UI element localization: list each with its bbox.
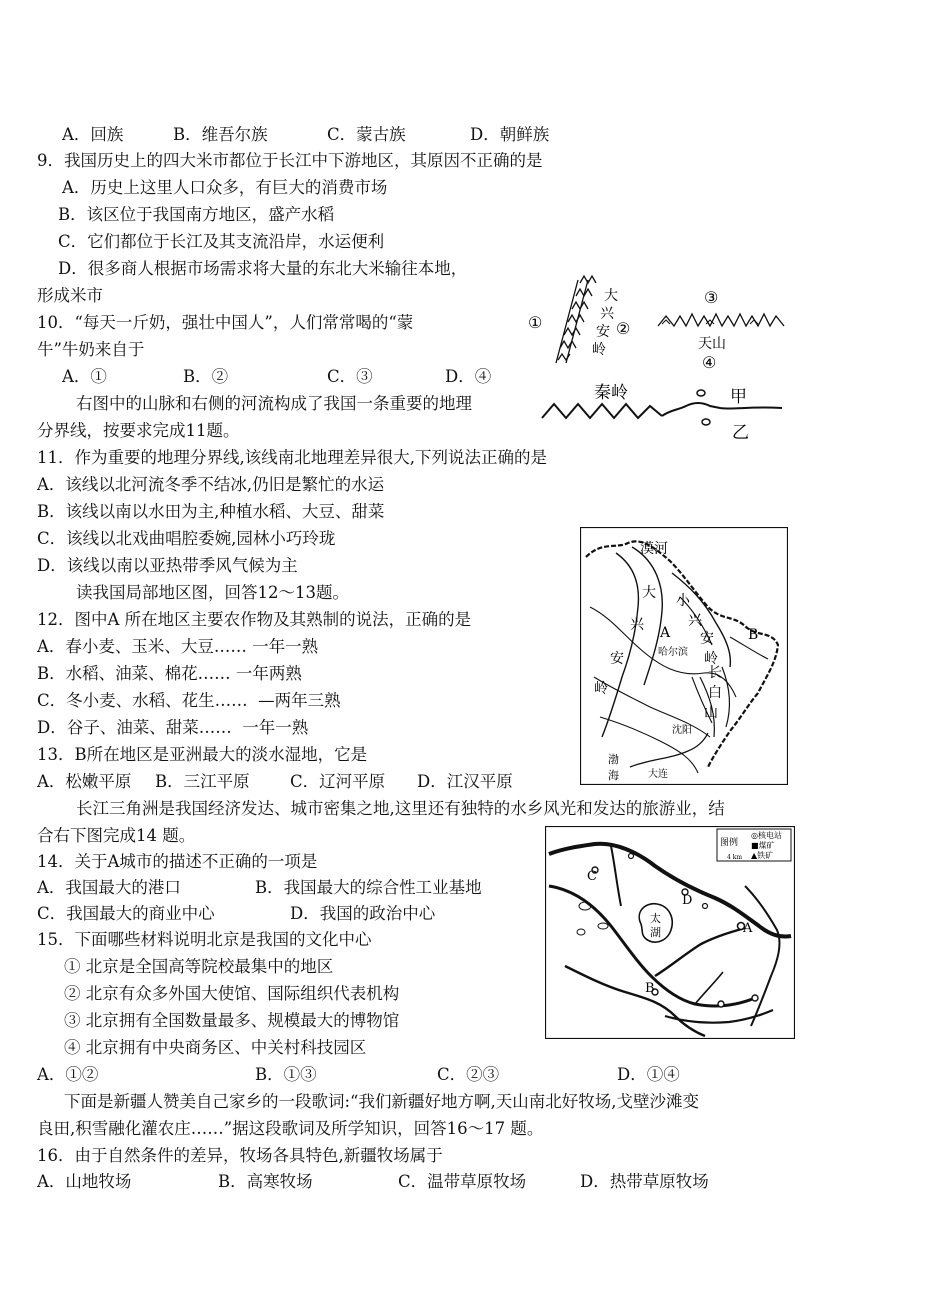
label-ling: 岭 xyxy=(592,342,606,358)
label-an: 安 xyxy=(610,651,624,667)
q15-item-3: ③ 北京拥有全国数量最多、规模最大的博物馆 xyxy=(64,1011,400,1030)
q16-option-a: A．山地牧场 xyxy=(37,1172,132,1191)
q10-stem: 10．“每天一斤奶，强壮中国人”，人们常常喝的“蒙 xyxy=(37,313,414,332)
label-c: C xyxy=(587,869,597,884)
label-shenyang: 沈阳 xyxy=(672,725,692,736)
q8-option-a: A．回族 xyxy=(62,125,124,144)
label-b: B xyxy=(645,981,655,996)
q8-option-b: B．维吾尔族 xyxy=(173,125,268,144)
label-ling2: 岭 xyxy=(704,651,718,667)
q9-option-b: B．该区位于我国南方地区，盛产水稻 xyxy=(58,205,335,224)
q14-option-c: C．我国最大的商业中心 xyxy=(37,904,215,923)
label-dalian: 大连 xyxy=(648,769,668,780)
q16-stem: 16．由于自然条件的差异，牧场各具特色,新疆牧场属于 xyxy=(37,1146,443,1165)
legend-nuclear: ◎核电站 xyxy=(751,831,782,840)
q15-stem: 15．下面哪些材料说明北京是我国的文化中心 xyxy=(37,930,372,949)
label-ling: 岭 xyxy=(594,681,608,697)
q15-option-b: B．①③ xyxy=(255,1065,317,1084)
q9-option-a: A．历史上这里人口众多，有巨大的消费市场 xyxy=(62,178,388,197)
q10-option-a: A．① xyxy=(62,367,107,386)
q15-item-1: ① 北京是全国高等院校最集中的地区 xyxy=(64,957,334,976)
northeast-map xyxy=(580,527,788,785)
label-d: D xyxy=(682,893,693,908)
label-a: A xyxy=(660,625,671,641)
q10-stem-cont: 牛”牛奶来自于 xyxy=(37,340,145,359)
q15-option-d: D．①④ xyxy=(617,1065,680,1084)
q15-option-a: A．①② xyxy=(37,1065,99,1084)
q11-option-c: C．该线以北戏曲唱腔委婉,园林小巧玲珑 xyxy=(37,529,336,548)
label-an: 安 xyxy=(596,324,610,340)
q14-option-d: D．我国的政治中心 xyxy=(290,904,436,923)
label-xing2: 兴 xyxy=(688,613,702,629)
label-hu: 湖 xyxy=(650,926,661,939)
q14-stem: 14．关于A城市的描述不正确的一项是 xyxy=(37,852,318,871)
q16-option-d: D．热带草原牧场 xyxy=(580,1172,709,1191)
huaihe-river-icon xyxy=(662,403,782,416)
q11-option-a: A．该线以北河流冬季不结冰,仍旧是繁忙的水运 xyxy=(37,475,385,494)
intro-16-cont: 良田,积雪融化灌农庄……”据这段歌词及所学知识，回答16～17 题。 xyxy=(37,1119,544,1138)
label-circle-4: ④ xyxy=(702,353,717,372)
label-xiao: 小 xyxy=(676,593,690,609)
label-tai: 太 xyxy=(650,912,661,925)
q13-option-b: B．三江平原 xyxy=(155,772,250,791)
label-b: B xyxy=(748,627,759,643)
q10-option-b: B．② xyxy=(183,367,229,386)
label-an2: 安 xyxy=(700,631,714,647)
q13-stem: 13．B所在地区是亚洲最大的淡水湿地，它是 xyxy=(37,745,368,764)
label-bo: 渤 xyxy=(608,753,619,766)
tianshan-range-icon xyxy=(658,314,784,326)
label-xing: 兴 xyxy=(600,306,614,322)
q12-option-c: C．冬小麦、水稻、花生…… —两年三熟 xyxy=(37,691,341,710)
q9-option-d-cont: 形成米市 xyxy=(37,286,103,305)
label-jia: 甲 xyxy=(730,387,747,407)
label-yi: 乙 xyxy=(732,423,749,443)
mountain-diagram xyxy=(520,268,795,448)
intro-14: 长江三角洲是我国经济发达、城市密集之地,这里还有独特的水乡风光和发达的旅游业，结 xyxy=(76,799,725,818)
q13-option-d: D．江汉平原 xyxy=(417,772,513,791)
q9-option-d: D．很多商人根据市场需求将大量的东北大米输往本地， xyxy=(58,259,468,278)
q11-option-b: B．该线以南以水田为主,种植水稻、大豆、甜菜 xyxy=(37,502,385,521)
intro-11-cont: 分界线，按要求完成11题。 xyxy=(37,421,240,440)
label-shan: 山 xyxy=(704,705,718,721)
label-da: 大 xyxy=(642,585,656,601)
daxinganling-range-icon xyxy=(556,276,596,363)
label-da: 大 xyxy=(604,288,618,304)
label-qinling: 秦岭 xyxy=(594,383,628,403)
intro-12: 读我国局部地区图，回答12～13题。 xyxy=(76,583,349,602)
label-a: A xyxy=(743,921,753,936)
legend-iron: ▲铁矿 xyxy=(751,851,774,860)
qinling-range-icon xyxy=(542,404,662,418)
label-circle-2: ② xyxy=(616,319,631,338)
q12-option-a: A．春小麦、玉米、大豆…… 一年一熟 xyxy=(37,637,319,656)
q16-option-b: B．高寒牧场 xyxy=(218,1172,313,1191)
intro-16: 下面是新疆人赞美自己家乡的一段歌词:“我们新疆好地方啊,天山南北好牧场,戈壁沙滩变 xyxy=(64,1092,699,1111)
q14-option-b: B．我国最大的综合性工业基地 xyxy=(255,878,482,897)
q13-option-c: C．辽河平原 xyxy=(290,772,386,791)
q15-option-c: C．②③ xyxy=(437,1065,500,1084)
q9-stem: 9．我国历史上的四大米市都位于长江中下游地区，其原因不正确的是 xyxy=(37,151,543,170)
label-hai: 海 xyxy=(608,769,619,782)
q13-option-a: A．松嫩平原 xyxy=(37,772,132,791)
q8-option-d: D．朝鲜族 xyxy=(470,125,550,144)
q15-item-2: ② 北京有众多外国大使馆、国际组织代表机构 xyxy=(64,984,400,1003)
yangtze-delta-map xyxy=(545,826,795,1039)
legend-coal: ■煤矿 xyxy=(751,841,775,850)
label-mohe: 漠河 xyxy=(640,541,668,557)
q10-option-c: C．③ xyxy=(327,367,373,386)
q11-stem: 11．作为重要的地理分界线,该线南北地理差异很大,下列说法正确的是 xyxy=(37,448,547,467)
label-bai: 白 xyxy=(708,685,722,701)
q9-option-c: C．它们都位于长江及其支流沿岸，水运便利 xyxy=(58,232,385,251)
q10-option-d: D．④ xyxy=(445,367,492,386)
q16-option-c: C．温带草原牧场 xyxy=(398,1172,527,1191)
label-xing: 兴 xyxy=(630,617,644,633)
q8-option-c: C．蒙古族 xyxy=(327,125,406,144)
label-circle-3: ③ xyxy=(704,288,719,307)
q14-option-a: A．我国最大的港口 xyxy=(37,878,181,897)
label-chang: 长 xyxy=(708,665,722,681)
label-circle-1: ① xyxy=(528,313,543,332)
q12-option-d: D．谷子、油菜、甜菜…… 一年一熟 xyxy=(37,718,309,737)
label-tianshan: 天山 xyxy=(698,336,726,352)
q12-stem: 12．图中A 所在地区主要农作物及其熟制的说法，正确的是 xyxy=(37,610,472,629)
legend-title: 图例 xyxy=(720,838,739,848)
intro-14-cont: 合右下图完成14 题。 xyxy=(37,826,196,845)
q11-option-d: D．该线以南以亚热带季风气候为主 xyxy=(37,556,298,575)
intro-11: 右图中的山脉和右侧的河流构成了我国一条重要的地理 xyxy=(76,394,472,413)
q12-option-b: B．水稻、油菜、棉花…… 一年两熟 xyxy=(37,664,302,683)
legend-scale: 4 km xyxy=(727,854,743,861)
q15-item-4: ④ 北京拥有中央商务区、中关村科技园区 xyxy=(64,1038,367,1057)
label-harbin: 哈尔滨 xyxy=(658,647,688,658)
